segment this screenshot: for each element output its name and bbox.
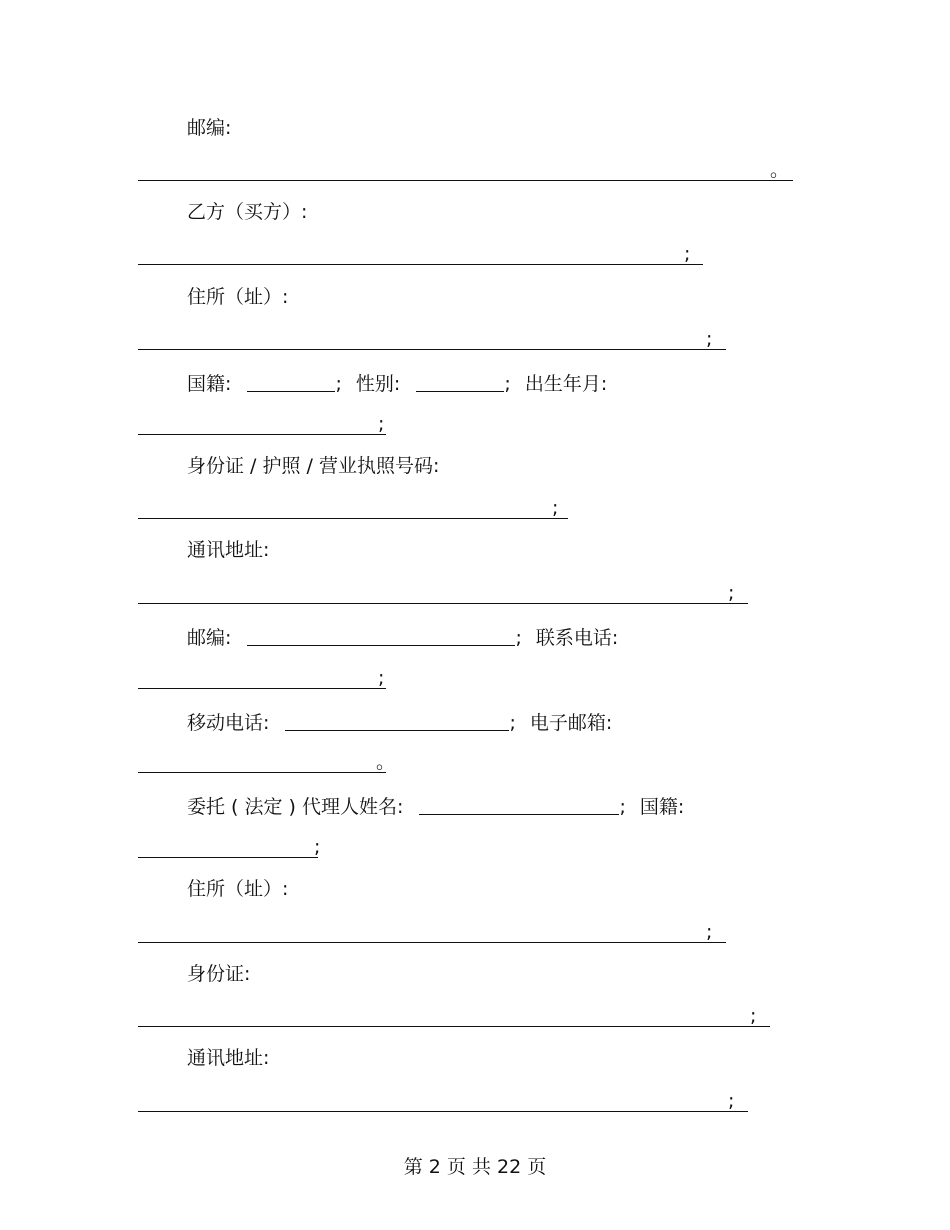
label-gender: 性别: <box>355 373 401 395</box>
blank-postcode-1[interactable] <box>138 156 793 181</box>
punct-semicolon: ; <box>335 373 342 395</box>
blank-residence-1[interactable] <box>138 325 726 350</box>
blank-gender[interactable] <box>416 371 504 392</box>
blank-address-1[interactable] <box>138 579 748 604</box>
label-contact-phone: 联系电话: <box>535 627 619 649</box>
blank-address-2[interactable] <box>138 1087 748 1112</box>
blank-agent-nationality[interactable] <box>138 833 321 858</box>
punct-period: 。 <box>376 751 396 773</box>
blank-postcode-2[interactable] <box>247 625 515 646</box>
blank-party-b[interactable] <box>138 240 703 265</box>
blank-id-card[interactable] <box>138 1002 770 1027</box>
row-nationality-gender-birth <box>187 369 607 393</box>
punct-semicolon: ; <box>619 796 626 818</box>
label-email: 电子邮箱: <box>529 712 613 734</box>
punct-semicolon: ; <box>728 1090 735 1112</box>
punct-semicolon: ; <box>378 413 385 435</box>
row-postcode-phone <box>187 623 618 647</box>
blank-birth[interactable] <box>138 410 386 435</box>
label-residence-2: 住所（址）: <box>187 878 289 900</box>
label-mobile-phone: 移动电话: <box>187 712 270 734</box>
label-agent-nationality: 国籍: <box>639 796 685 818</box>
label-address-2: 通讯地址: <box>187 1047 270 1069</box>
punct-semicolon: ; <box>378 667 385 689</box>
punct-semicolon: ; <box>509 712 516 734</box>
row-mobile-email <box>187 708 612 732</box>
blank-contact-phone[interactable] <box>138 664 386 689</box>
punct-semicolon: ; <box>684 243 691 265</box>
punct-period: 。 <box>770 159 790 181</box>
label-nationality: 国籍: <box>187 373 232 395</box>
label-party-b: 乙方（买方）: <box>187 201 308 223</box>
punct-semicolon: ; <box>706 921 713 943</box>
page-number-footer: 第 2 页 共 22 页 <box>403 1156 547 1178</box>
punct-semicolon: ; <box>706 328 713 350</box>
label-birth: 出生年月: <box>524 373 608 395</box>
blank-email[interactable] <box>138 748 396 773</box>
label-residence-1: 住所（址）: <box>187 286 289 308</box>
punct-semicolon: ; <box>515 627 522 649</box>
label-address-1: 通讯地址: <box>187 539 270 561</box>
punct-semicolon: ; <box>728 582 735 604</box>
punct-semicolon: ; <box>750 1005 757 1027</box>
punct-semicolon: ; <box>552 497 559 519</box>
blank-mobile-phone[interactable] <box>285 710 509 731</box>
label-postcode-1: 邮编: <box>187 117 232 139</box>
row-agent-name-nationality <box>187 792 684 816</box>
punct-semicolon: ; <box>314 836 321 858</box>
label-id-card: 身份证: <box>187 963 251 985</box>
punct-semicolon: ; <box>504 373 511 395</box>
blank-residence-2[interactable] <box>138 918 726 943</box>
label-postcode-2: 邮编: <box>187 627 232 649</box>
blank-id-number[interactable] <box>138 494 568 519</box>
blank-nationality[interactable] <box>247 371 335 392</box>
label-id-number: 身份证 / 护照 / 营业执照号码: <box>187 455 440 477</box>
label-agent-name: 委托 ( 法定 ) 代理人姓名: <box>187 796 404 818</box>
blank-agent-name[interactable] <box>419 794 619 815</box>
